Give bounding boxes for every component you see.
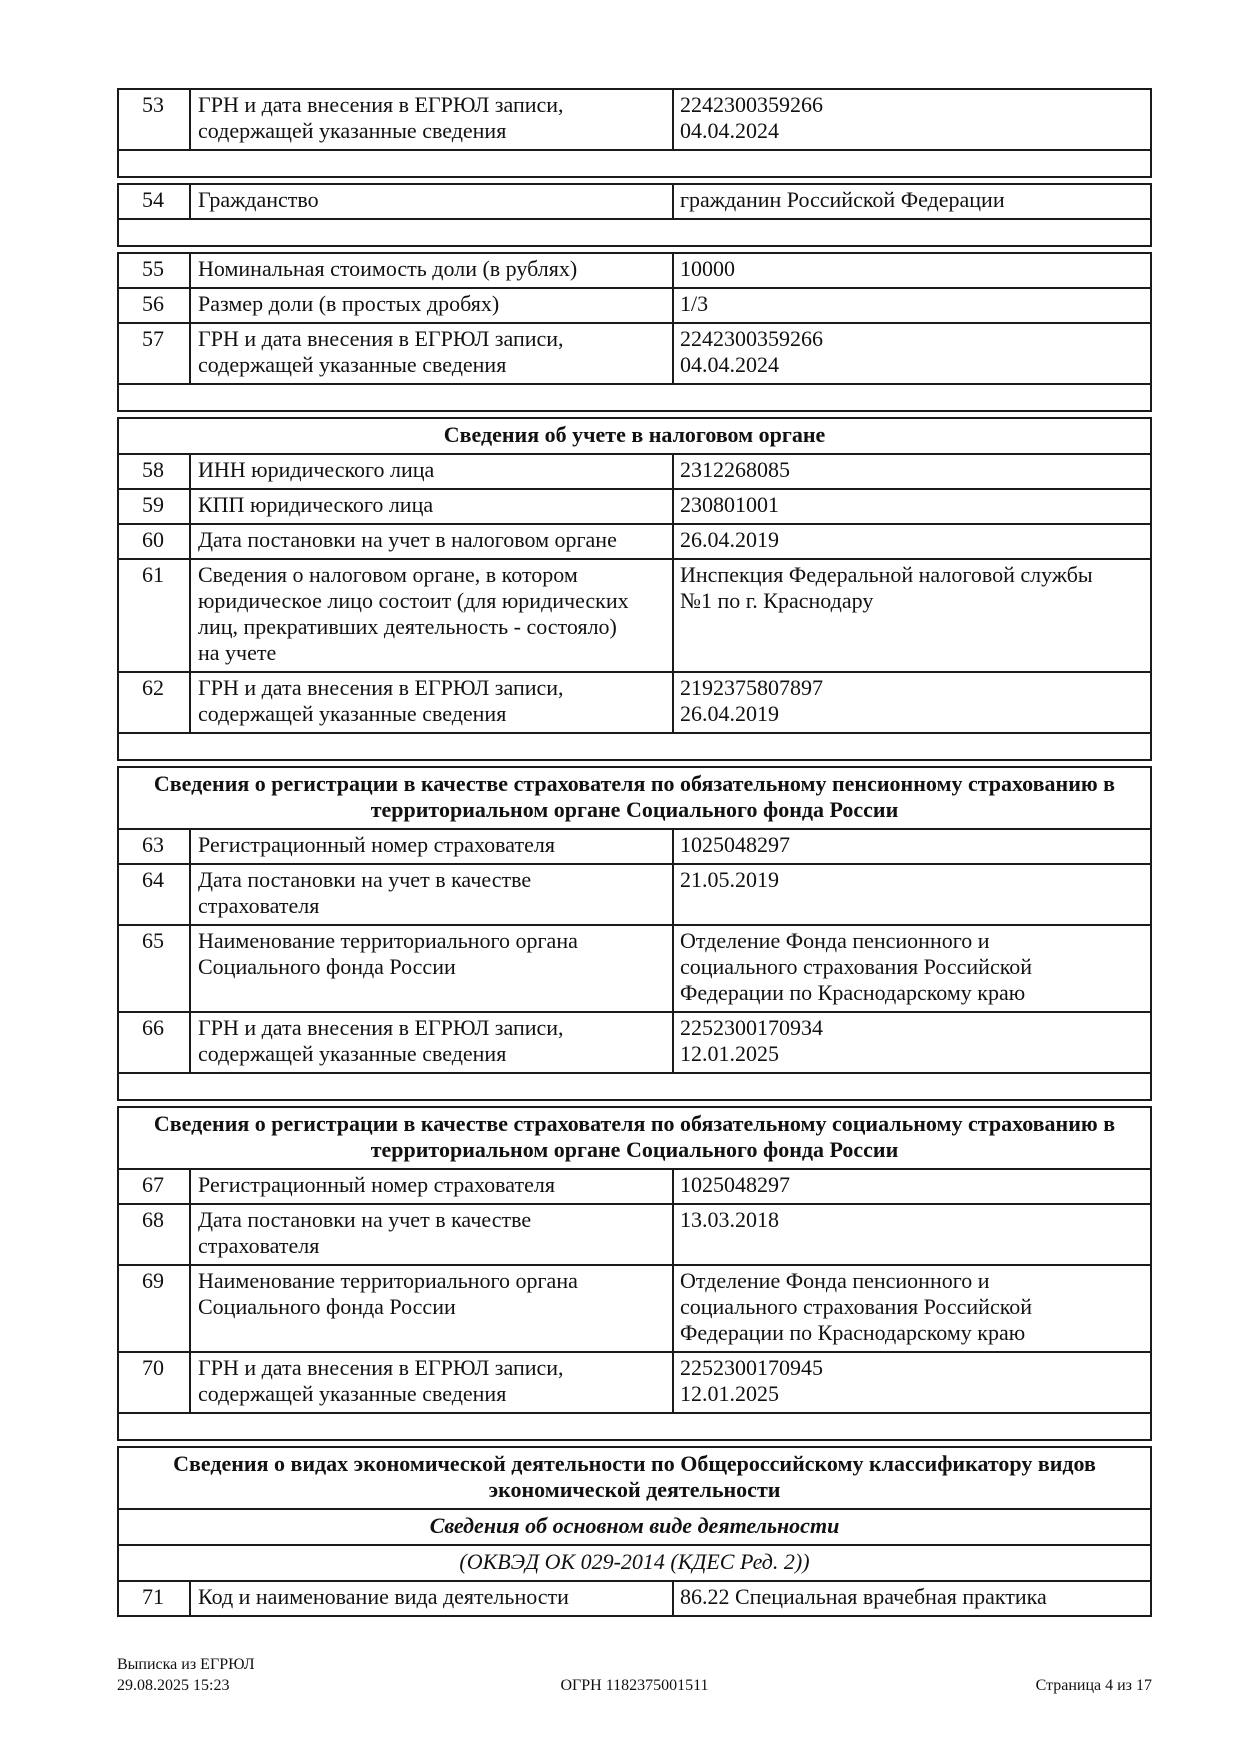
row-number: 56 [119,289,191,322]
table-row [119,90,1150,149]
row-number: 69 [119,1266,191,1351]
value-line: 1025048297 [680,832,790,857]
row-value [674,560,1150,671]
value-line: Инспекция Федеральной налоговой службы [680,562,1093,587]
row-value [674,90,1150,149]
row-label: Номинальная стоимость доли (в рублях) [191,254,674,287]
row-number: 63 [119,830,191,863]
section-header-text: (ОКВЭД ОК 029-2014 (КДЕС Ред. 2)) [459,1549,810,1574]
section-header-row [119,1108,1150,1168]
value-line: социального страхования Российской [680,954,1033,979]
row-number: 53 [119,90,191,149]
table-row [119,1203,1150,1264]
row-value [674,1266,1150,1351]
row-number: 64 [119,865,191,924]
value-line: 2252300170934 [680,1015,823,1040]
value-line: 2312268085 [680,457,790,482]
section-header-row [119,1508,1150,1544]
row-number: 57 [119,324,191,383]
value-line: 2192375807897 [680,675,823,700]
value-line: Отделение Фонда пенсионного и [680,1268,990,1293]
table-row [119,523,1150,558]
row-label: ИНН юридического лица [191,455,674,488]
value-line: 1/3 [680,291,709,316]
table-row [119,254,1150,287]
row-number: 55 [119,254,191,287]
value-line: 04.04.2024 [680,118,779,143]
value-line: 04.04.2024 [680,352,779,377]
row-number: 67 [119,1170,191,1203]
table-row [119,488,1150,523]
row-number: 65 [119,926,191,1011]
section-header-text: Сведения об учете в налоговом органе [443,422,826,447]
value-line: №1 по г. Краснодару [680,588,874,613]
table-row [119,1580,1150,1615]
footer-doc-type: Выписка из ЕГРЮЛ [117,1656,255,1673]
section-header-row [119,1544,1150,1580]
table-row [119,924,1150,1011]
value-line: 2242300359266 [680,92,823,117]
value-line: 26.04.2019 [680,527,779,552]
row-value [674,673,1150,732]
value-line: 2252300170945 [680,1355,823,1380]
footer-datetime: 29.08.2025 15:23 [117,1677,230,1694]
section-header-text: Сведения об основном виде деятельности [429,1513,840,1538]
row-number: 59 [119,490,191,523]
table-row [119,828,1150,863]
row-label: Размер доли (в простых дробях) [191,289,674,322]
row-label: Наименование территориального органа Социального фонда России [191,1266,674,1351]
value-line: Федерации по Краснодарскому краю [680,1320,1026,1345]
row-label: Регистрационный номер страхователя [191,1170,674,1203]
value-line: Федерации по Краснодарскому краю [680,980,1026,1005]
row-label: Сведения о налоговом органе, в котором юридическое лицо состоит (для юридических лиц, прекративших деятельность - состояло) на учете [191,560,674,671]
table-row [119,185,1150,218]
row-number: 68 [119,1205,191,1264]
row-value [674,926,1150,1011]
row-number: 54 [119,185,191,218]
row-value [674,865,1150,924]
table-block [117,1446,1152,1617]
value-line: 86.22 Специальная врачебная практика [680,1584,1047,1609]
row-number: 60 [119,525,191,558]
row-value [674,1013,1150,1072]
value-line: 12.01.2025 [680,1041,779,1066]
row-label: Гражданство [191,185,674,218]
spacer-row [119,218,1150,245]
value-line: 10000 [680,256,735,281]
table-row [119,863,1150,924]
spacer-row [119,149,1150,176]
table-block [117,417,1152,761]
row-label: Дата постановки на учет в налоговом органе [191,525,674,558]
table-row [119,453,1150,488]
section-header-row [119,419,1150,453]
row-label: ГРН и дата внесения в ЕГРЮЛ записи, содержащей указанные сведения [191,324,674,383]
row-value [674,324,1150,383]
table-row [119,1264,1150,1351]
value-line: 13.03.2018 [680,1207,779,1232]
row-number: 70 [119,1353,191,1412]
row-value [674,830,1150,863]
spacer-row [119,383,1150,410]
row-label: Наименование территориального органа Социального фонда России [191,926,674,1011]
row-value [674,1170,1150,1203]
table-row [119,671,1150,732]
table-block [117,1106,1152,1441]
row-value [674,289,1150,322]
row-label: ГРН и дата внесения в ЕГРЮЛ записи, содержащей указанные сведения [191,673,674,732]
row-value [674,455,1150,488]
row-value [674,1353,1150,1412]
spacer-row [119,1072,1150,1099]
row-value [674,1582,1150,1615]
row-value [674,1205,1150,1264]
row-label: Дата постановки на учет в качестве страхователя [191,865,674,924]
value-line: 1025048297 [680,1172,790,1197]
value-line: 2242300359266 [680,326,823,351]
row-number: 61 [119,560,191,671]
table-block [117,88,1152,178]
section-header-row [119,768,1150,828]
value-line: гражданин Российской Федерации [680,187,1005,212]
row-number: 66 [119,1013,191,1072]
row-label: КПП юридического лица [191,490,674,523]
value-line: 12.01.2025 [680,1381,779,1406]
table-row [119,1011,1150,1072]
section-header-row [119,1448,1150,1508]
table-row [119,1168,1150,1203]
registry-table [117,88,1152,1622]
row-number: 58 [119,455,191,488]
row-label: Код и наименование вида деятельности [191,1582,674,1615]
spacer-row [119,1412,1150,1439]
row-value [674,525,1150,558]
footer-ogrn: ОГРН 1182375001511 [560,1677,709,1694]
row-label: ГРН и дата внесения в ЕГРЮЛ записи, содержащей указанные сведения [191,90,674,149]
section-header-text: Сведения о регистрации в качестве страхователя по обязательному социальному страхованию в территориальном органе Социального фонда России [153,1111,1116,1162]
row-label: Регистрационный номер страхователя [191,830,674,863]
footer-page-number: Страница 4 из 17 [1035,1677,1152,1694]
row-value [674,254,1150,287]
table-row [119,558,1150,671]
value-line: социального страхования Российской [680,1294,1033,1319]
table-row [119,322,1150,383]
value-line: Отделение Фонда пенсионного и [680,928,990,953]
value-line: 230801001 [680,492,779,517]
table-row [119,1351,1150,1412]
row-label: Дата постановки на учет в качестве страхователя [191,1205,674,1264]
section-header-text: Сведения о видах экономической деятельности по Общероссийскому классификатору видов экономической деятельности [173,1451,1096,1502]
spacer-row [119,732,1150,759]
table-row [119,287,1150,322]
row-value [674,185,1150,218]
table-block [117,252,1152,412]
value-line: 26.04.2019 [680,701,779,726]
section-header-text: Сведения о регистрации в качестве страхователя по обязательному пенсионному страхованию в территориальном органе Социального фонда России [153,771,1116,822]
row-number: 71 [119,1582,191,1615]
row-number: 62 [119,673,191,732]
row-value [674,490,1150,523]
row-label: ГРН и дата внесения в ЕГРЮЛ записи, содержащей указанные сведения [191,1353,674,1412]
table-block [117,766,1152,1101]
value-line: 21.05.2019 [680,867,779,892]
table-block [117,183,1152,247]
row-label: ГРН и дата внесения в ЕГРЮЛ записи, содержащей указанные сведения [191,1013,674,1072]
